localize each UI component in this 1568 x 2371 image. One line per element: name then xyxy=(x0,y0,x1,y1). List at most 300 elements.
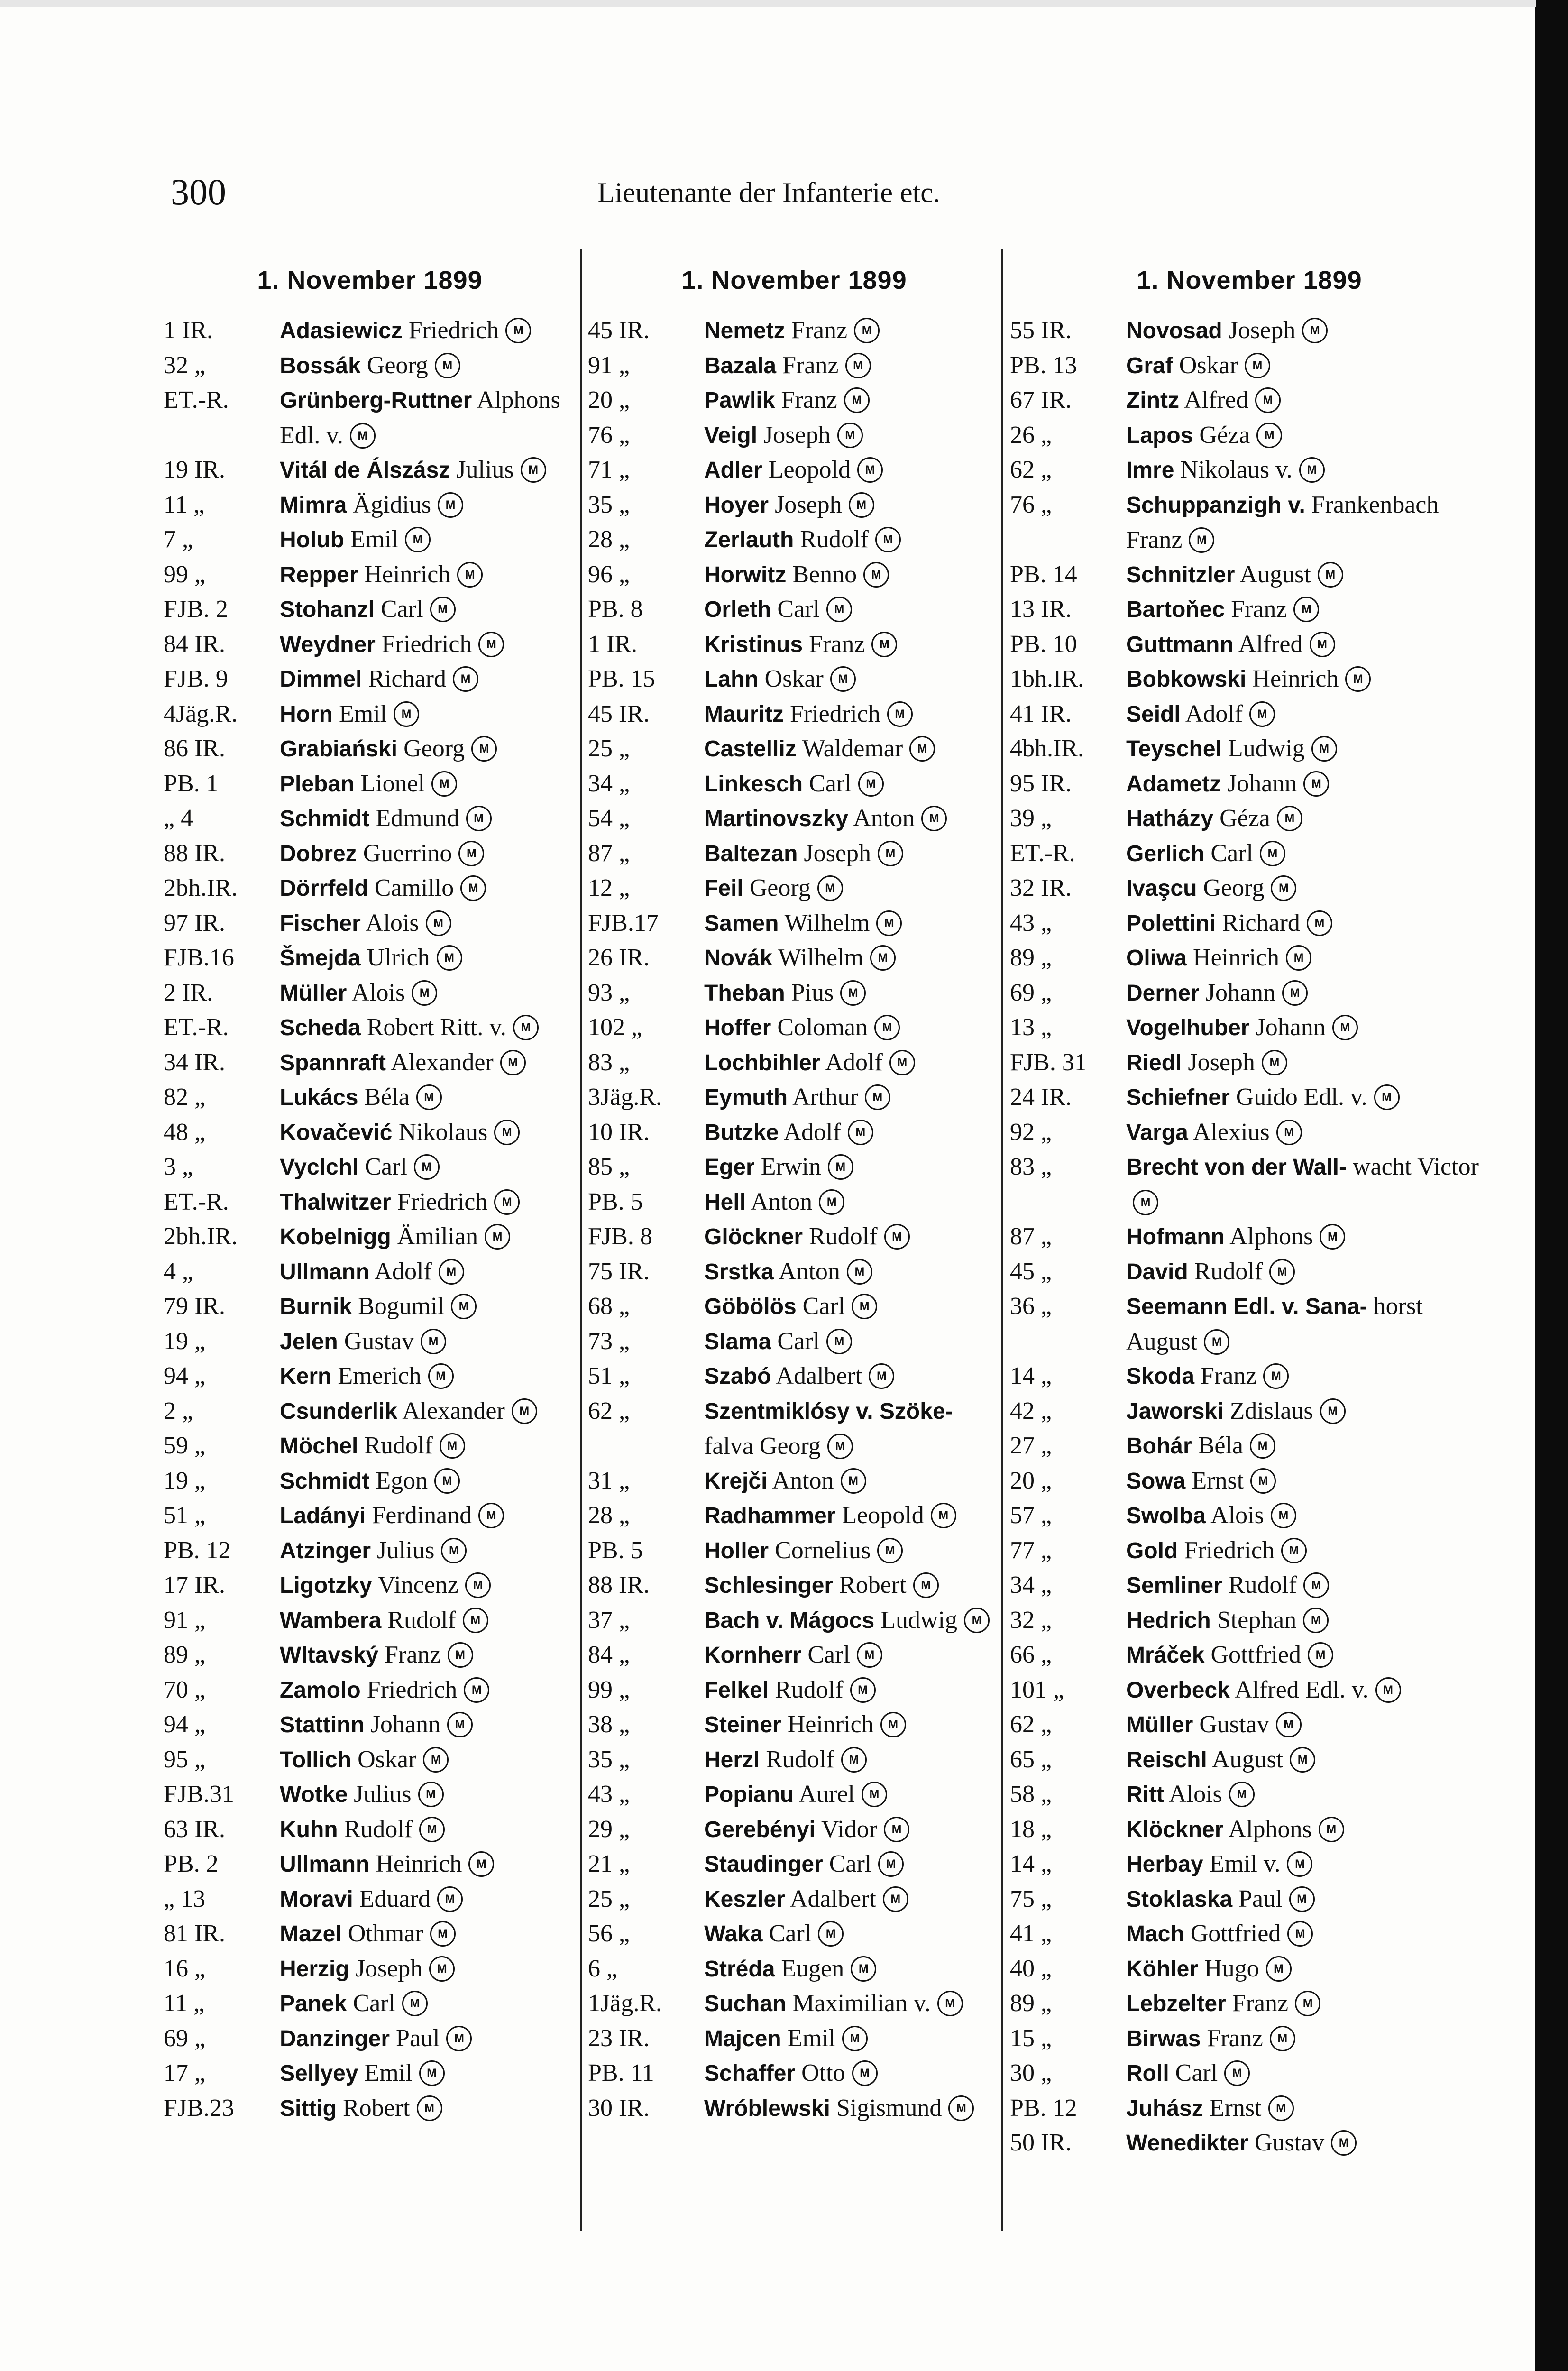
officer-name xyxy=(704,1603,1000,1638)
circled-m-icon: M xyxy=(494,1189,520,1215)
given-name: Frankenbach Franz xyxy=(1126,491,1445,553)
list-item xyxy=(164,1986,576,2021)
regiment-label: PB. 13 xyxy=(1010,351,1077,379)
circled-m-icon: M xyxy=(858,771,884,797)
regiment-label: 76 „ xyxy=(588,421,630,449)
list-item xyxy=(588,1149,1000,1185)
list-item xyxy=(164,1149,576,1185)
regiment-label: 50 IR. xyxy=(1010,2129,1072,2156)
circled-m-icon: M xyxy=(423,1747,449,1773)
regiment-label: 29 „ xyxy=(588,1815,630,1843)
regiment-label: 3Jäg.R. xyxy=(588,1084,662,1111)
regiment-label: 28 „ xyxy=(588,1502,630,1529)
regiment-label: 32 „ xyxy=(164,351,206,379)
officer-name xyxy=(1126,348,1489,384)
circled-m-icon: M xyxy=(876,910,902,936)
officer-name xyxy=(704,1812,1000,1847)
given-name: wacht Victor xyxy=(1352,1153,1479,1180)
surname: Hoffer xyxy=(704,1015,771,1040)
list-item xyxy=(164,697,576,732)
given-name: Friedrich xyxy=(408,317,499,344)
given-name: Gustav xyxy=(1254,2129,1325,2156)
officer-name xyxy=(1126,1219,1489,1255)
circled-m-icon: M xyxy=(1189,527,1214,553)
surname: Fischer xyxy=(280,910,361,936)
given-name: Rudolf xyxy=(1194,1258,1263,1285)
officer-name xyxy=(704,348,1000,384)
circled-m-icon: M xyxy=(1224,2060,1250,2086)
officer-name xyxy=(1126,662,1489,697)
regiment-label: 26 „ xyxy=(1010,421,1052,449)
circled-m-icon: M xyxy=(880,1712,906,1737)
surname: Nemetz xyxy=(704,318,785,343)
given-name: Stephan xyxy=(1217,1606,1297,1634)
circled-m-icon: M xyxy=(435,353,460,378)
given-name: Friedrich xyxy=(367,1676,458,1703)
list-item xyxy=(588,1394,1000,1463)
circled-m-icon: M xyxy=(434,1468,460,1494)
scan-edge-right xyxy=(1535,0,1568,2371)
surname: Moravi xyxy=(280,1886,353,1912)
officer-name xyxy=(704,418,1000,453)
list-item xyxy=(164,452,576,487)
list-item xyxy=(588,487,1000,523)
circled-m-icon: M xyxy=(417,2095,442,2121)
list-item xyxy=(1010,1115,1489,1150)
circled-m-icon: M xyxy=(865,1084,890,1110)
surname: Repper xyxy=(280,562,358,588)
given-name: Anton xyxy=(751,1188,813,1215)
officer-name xyxy=(280,766,576,802)
given-name: Ulrich xyxy=(367,944,430,971)
circled-m-icon: M xyxy=(1250,1433,1275,1459)
officer-name xyxy=(704,487,1000,523)
circled-m-icon: M xyxy=(851,1956,876,1982)
officer-name xyxy=(280,2091,576,2126)
list-item xyxy=(588,522,1000,557)
given-name: Franz xyxy=(385,1641,441,1668)
regiment-label: 95 IR. xyxy=(1010,770,1072,797)
given-name: Eugen xyxy=(781,1955,844,1982)
officer-name xyxy=(1126,975,1489,1011)
regiment-label: 40 „ xyxy=(1010,1955,1052,1982)
list-item xyxy=(588,1916,1000,1951)
surname: Jaworski xyxy=(1126,1398,1224,1424)
officer-name xyxy=(1126,1812,1489,1847)
regiment-label: 87 „ xyxy=(1010,1223,1052,1250)
officer-name xyxy=(1126,557,1489,593)
list-item xyxy=(1010,871,1489,906)
list-item xyxy=(164,1568,576,1603)
officer-name xyxy=(1126,1916,1489,1952)
regiment-label: 2 IR. xyxy=(164,979,213,1006)
surname: Bohár xyxy=(1126,1434,1192,1459)
given-name: Egon xyxy=(376,1467,428,1494)
officer-name xyxy=(280,1463,576,1499)
surname: Hatházy xyxy=(1126,806,1214,831)
surname: Schnitzler xyxy=(1126,562,1235,588)
given-name: Alfred Edl. v. xyxy=(1234,1676,1369,1703)
circled-m-icon: M xyxy=(937,1991,963,2016)
list-item xyxy=(1010,2021,1489,2056)
regiment-label: 62 „ xyxy=(1010,1711,1052,1738)
list-item xyxy=(588,1882,1000,1917)
surname: Bartoňec xyxy=(1126,597,1225,622)
given-name: Robert xyxy=(839,1571,907,1599)
regiment-label: 62 „ xyxy=(588,1397,630,1424)
surname: Weydner xyxy=(280,632,376,657)
officer-name xyxy=(280,1359,576,1394)
circled-m-icon: M xyxy=(852,1294,877,1319)
list-item xyxy=(1010,1882,1489,1917)
circled-m-icon: M xyxy=(1276,1120,1302,1145)
given-name: Leopold xyxy=(842,1502,924,1529)
surname: Derner xyxy=(1126,980,1200,1006)
given-name: Franz xyxy=(1207,2024,1263,2052)
surname: Bobkowski xyxy=(1126,667,1247,692)
list-item xyxy=(588,627,1000,662)
given-name: Ägidius xyxy=(353,491,431,518)
circled-m-icon: M xyxy=(402,1991,428,2016)
list-item xyxy=(1010,1986,1489,2021)
surname: Hedrich xyxy=(1126,1608,1211,1633)
surname: Vitál de Álszász xyxy=(280,458,450,483)
entry-list xyxy=(588,313,1000,2125)
surname: Eymuth xyxy=(704,1085,788,1110)
list-item xyxy=(164,906,576,941)
surname: Varga xyxy=(1126,1120,1188,1145)
officer-name xyxy=(1126,1359,1489,1394)
surname: Spannraft xyxy=(280,1050,386,1075)
list-item xyxy=(1010,1847,1489,1882)
surname: Schuppanzigh v. xyxy=(1126,492,1305,518)
circled-m-icon: M xyxy=(827,1434,853,1459)
list-item xyxy=(1010,1777,1489,1812)
regiment-label: 19 IR. xyxy=(164,456,225,483)
list-item xyxy=(588,1359,1000,1394)
circled-m-icon: M xyxy=(830,666,856,692)
circled-m-icon: M xyxy=(431,771,457,797)
list-item xyxy=(588,662,1000,697)
list-item xyxy=(1010,1707,1489,1742)
circled-m-icon: M xyxy=(875,527,901,552)
officer-name xyxy=(704,906,1000,941)
circled-m-icon: M xyxy=(870,945,896,971)
given-name: Ernst xyxy=(1209,2094,1262,2122)
circled-m-icon: M xyxy=(447,1712,473,1737)
given-name: Heinrich xyxy=(376,1850,462,1877)
regiment-label: PB. 5 xyxy=(588,1536,643,1564)
surname: Sowa xyxy=(1126,1468,1186,1494)
given-name: Zdislaus xyxy=(1229,1397,1313,1424)
given-name: Waldemar xyxy=(802,735,903,762)
list-item xyxy=(164,975,576,1011)
surname: Scheda xyxy=(280,1015,361,1040)
surname: Szabó xyxy=(704,1364,771,1389)
circled-m-icon: M xyxy=(863,562,889,588)
given-name: Géza xyxy=(1220,805,1270,832)
given-name: Adolf xyxy=(374,1258,432,1285)
officer-name xyxy=(280,1394,576,1429)
list-item xyxy=(164,1777,576,1812)
surname: Kristinus xyxy=(704,632,803,657)
surname: Polettini xyxy=(1126,910,1216,936)
given-name: Hugo xyxy=(1204,1955,1259,1982)
list-item xyxy=(164,1463,576,1498)
regiment-label: 69 „ xyxy=(164,2024,206,2052)
given-name: Carl xyxy=(381,596,423,623)
list-item xyxy=(164,348,576,383)
list-item xyxy=(588,731,1000,766)
surname: Zerlauth xyxy=(704,527,794,552)
surname: Veigl xyxy=(704,423,758,448)
circled-m-icon: M xyxy=(921,806,947,831)
given-name: Alphons Edl. v. xyxy=(280,386,567,449)
regiment-label: 4bh.IR. xyxy=(1010,735,1084,762)
list-item xyxy=(1010,487,1489,557)
given-name: Wilhelm xyxy=(778,944,864,971)
given-name: Franz xyxy=(1232,1990,1289,2017)
given-name: Carl xyxy=(1175,2059,1218,2086)
officer-name xyxy=(280,1568,576,1603)
officer-name xyxy=(704,627,1000,662)
officer-name xyxy=(280,1812,576,1847)
given-name: Paul xyxy=(396,2024,440,2052)
given-name: Georg xyxy=(367,351,428,379)
surname: Sellyey xyxy=(280,2061,358,2086)
circled-m-icon: M xyxy=(849,492,874,518)
list-item xyxy=(164,1603,576,1638)
given-name: Rudolf xyxy=(766,1746,834,1773)
officer-name xyxy=(704,1847,1000,1882)
officer-name xyxy=(1126,2021,1489,2057)
surname: Novák xyxy=(704,946,773,971)
given-name: Guido Edl. v. xyxy=(1236,1084,1367,1111)
regiment-label: 66 „ xyxy=(1010,1641,1052,1668)
regiment-label: ET.-R. xyxy=(164,386,229,414)
surname: Gold xyxy=(1126,1538,1178,1563)
circled-m-icon: M xyxy=(845,353,871,378)
circled-m-icon: M xyxy=(871,632,897,657)
officer-name xyxy=(704,1533,1000,1569)
circled-m-icon: M xyxy=(884,1224,910,1250)
surname: Bach v. Mágocs xyxy=(704,1608,875,1633)
list-item xyxy=(1010,1289,1489,1359)
running-head: Lieutenante der Infanterie etc. xyxy=(597,177,940,208)
officer-name xyxy=(280,1149,576,1185)
list-item xyxy=(588,766,1000,801)
officer-name xyxy=(280,487,576,523)
surname: Grabiański xyxy=(280,736,398,762)
surname: Wenedikter xyxy=(1126,2131,1248,2156)
given-name: Rudolf xyxy=(344,1815,413,1843)
regiment-label: FJB. 31 xyxy=(1010,1048,1087,1076)
given-name: Alfred xyxy=(1238,630,1303,658)
officer-name xyxy=(704,557,1000,593)
officer-name xyxy=(1126,313,1489,349)
list-item xyxy=(164,1254,576,1289)
circled-m-icon: M xyxy=(884,1817,909,1842)
officer-name xyxy=(1126,1637,1489,1673)
officer-name xyxy=(280,627,576,662)
given-name: Heinrich xyxy=(787,1711,874,1738)
surname: Lukács xyxy=(280,1085,358,1110)
regiment-label: FJB. 2 xyxy=(164,596,228,623)
list-item xyxy=(164,1359,576,1394)
regiment-label: 2 „ xyxy=(164,1397,193,1424)
regiment-label: PB. 12 xyxy=(164,1536,231,1564)
surname: Castelliz xyxy=(704,736,797,762)
surname: Mazel xyxy=(280,1921,342,1947)
circled-m-icon: M xyxy=(426,910,451,936)
list-item xyxy=(588,313,1000,348)
given-name: Franz xyxy=(809,630,865,658)
regiment-label: PB. 14 xyxy=(1010,561,1077,588)
officer-name xyxy=(280,1847,576,1882)
circled-m-icon: M xyxy=(430,597,456,622)
circled-m-icon: M xyxy=(1204,1329,1229,1355)
officer-name xyxy=(280,1010,576,1046)
list-item xyxy=(588,2056,1000,2091)
officer-name xyxy=(280,1115,576,1150)
circled-m-icon: M xyxy=(887,701,913,727)
list-item xyxy=(1010,1673,1489,1708)
circled-m-icon: M xyxy=(1266,1956,1292,1982)
list-item xyxy=(164,1428,576,1463)
given-name: Franz xyxy=(1231,596,1287,623)
regiment-label: 18 „ xyxy=(1010,1815,1052,1843)
circled-m-icon: M xyxy=(862,1782,887,1807)
officer-name xyxy=(704,1289,1000,1324)
given-name: Emil xyxy=(364,2059,413,2086)
surname: Pleban xyxy=(280,771,355,797)
circled-m-icon: M xyxy=(412,980,437,1006)
list-item xyxy=(1010,1812,1489,1847)
circled-m-icon: M xyxy=(419,1817,445,1842)
list-item xyxy=(164,627,576,662)
list-item xyxy=(164,1673,576,1708)
officer-name xyxy=(280,1428,576,1464)
given-name: Adalbert xyxy=(776,1362,862,1389)
surname: Horwitz xyxy=(704,562,787,588)
surname: Kuhn xyxy=(280,1817,338,1842)
regiment-label: 14 „ xyxy=(1010,1850,1052,1877)
officer-name xyxy=(280,592,576,627)
regiment-label: 84 IR. xyxy=(164,630,225,658)
surname: Zamolo xyxy=(280,1677,361,1703)
list-item xyxy=(588,2021,1000,2056)
list-item xyxy=(164,522,576,557)
circled-m-icon: M xyxy=(1268,2095,1294,2121)
list-item xyxy=(1010,940,1489,975)
surname: Göbölös xyxy=(704,1294,797,1319)
surname: Suchan xyxy=(704,1991,787,2016)
given-name: Heinrich xyxy=(1193,944,1279,971)
circled-m-icon: M xyxy=(1332,1015,1358,1040)
officer-name xyxy=(280,871,576,906)
regiment-label: FJB.31 xyxy=(164,1781,234,1808)
circled-m-icon: M xyxy=(441,1538,467,1563)
officer-name xyxy=(280,1080,576,1115)
circled-m-icon: M xyxy=(430,1921,456,1947)
officer-name xyxy=(704,1951,1000,1987)
list-item xyxy=(588,940,1000,975)
circled-m-icon: M xyxy=(394,701,419,727)
surname: Stohanzl xyxy=(280,597,375,622)
given-name: Ludwig xyxy=(1228,735,1305,762)
regiment-label: 1 IR. xyxy=(164,317,213,344)
officer-name xyxy=(1126,383,1489,418)
given-name: Carl xyxy=(829,1850,872,1877)
surname: Stoklaska xyxy=(1126,1886,1233,1912)
surname: Holler xyxy=(704,1538,769,1563)
regiment-label: 95 „ xyxy=(164,1746,206,1773)
officer-name xyxy=(1126,906,1489,941)
officer-name xyxy=(280,1637,576,1673)
page-number: 300 xyxy=(171,171,226,212)
given-name: Friedrich xyxy=(381,630,472,658)
list-item xyxy=(588,2091,1000,2126)
list-item xyxy=(164,662,576,697)
list-item xyxy=(1010,975,1489,1011)
surname: Guttmann xyxy=(1126,632,1234,657)
regiment-label: 79 IR. xyxy=(164,1293,225,1320)
circled-m-icon: M xyxy=(468,1851,494,1877)
officer-name xyxy=(1126,1115,1489,1150)
surname: Bossák xyxy=(280,353,361,378)
circled-m-icon: M xyxy=(429,1956,455,1982)
officer-name xyxy=(280,1219,576,1255)
surname: Lapos xyxy=(1126,423,1193,448)
given-name: Carl xyxy=(807,1641,850,1668)
surname: Seemann Edl. v. Sana- xyxy=(1126,1294,1367,1319)
given-name: Anton xyxy=(778,1258,840,1285)
surname: Waka xyxy=(704,1921,763,1947)
list-item xyxy=(588,1185,1000,1220)
regiment-label: 43 „ xyxy=(1010,909,1052,937)
surname: Dobrez xyxy=(280,841,357,866)
given-name: Johann xyxy=(1205,979,1276,1006)
regiment-label: PB. 10 xyxy=(1010,630,1077,658)
regiment-label: 32 „ xyxy=(1010,1606,1052,1634)
regiment-label: 58 „ xyxy=(1010,1781,1052,1808)
circled-m-icon: M xyxy=(451,1294,477,1319)
surname: Ladányi xyxy=(280,1503,366,1528)
circled-m-icon: M xyxy=(877,1538,903,1563)
officer-name xyxy=(1126,452,1489,488)
surname: Burnik xyxy=(280,1294,352,1319)
officer-name xyxy=(280,662,576,697)
regiment-label: 102 „ xyxy=(588,1014,642,1041)
regiment-label: 94 „ xyxy=(164,1362,206,1389)
given-name: Johann xyxy=(1256,1014,1326,1041)
circled-m-icon: M xyxy=(1289,1886,1315,1912)
list-item xyxy=(1010,1149,1489,1219)
surname: Teyschel xyxy=(1126,736,1222,762)
regiment-label: 101 „ xyxy=(1010,1676,1064,1703)
list-item xyxy=(1010,836,1489,871)
surname: Adasiewicz xyxy=(280,318,403,343)
officer-name xyxy=(1126,1149,1489,1220)
list-item xyxy=(1010,452,1489,487)
officer-name xyxy=(280,906,576,941)
regiment-label: 17 IR. xyxy=(164,1571,225,1599)
given-name: horst August xyxy=(1126,1293,1428,1355)
circled-m-icon: M xyxy=(817,875,843,901)
regiment-label: 17 „ xyxy=(164,2059,206,2086)
given-name: Géza xyxy=(1199,421,1250,449)
given-name: Rudolf xyxy=(800,526,869,553)
